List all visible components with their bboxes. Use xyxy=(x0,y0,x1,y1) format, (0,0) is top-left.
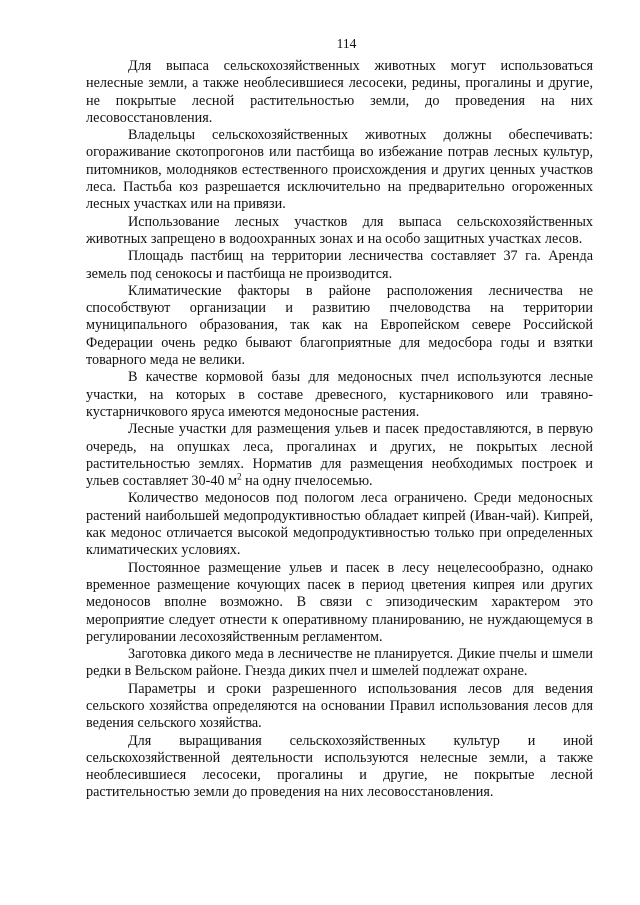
paragraph-agriculture-parameters: Параметры и сроки разрешенного использования лесов для ведения сельского хозяйства определяются на основании Правил использования лесов для ведения сельского хозяйства. xyxy=(86,680,593,732)
paragraph-grazing-prohibited: Использование лесных участков для выпаса сельскохозяйственных животных запрещено в водоохранных зонах и на особо защитных участках лесов. xyxy=(86,213,593,247)
paragraph-owner-obligations: Владельцы сельскохозяйственных животных должны обеспечивать: огораживание скотопрогонов или пастбища во избежание потрав лесных культур, питомников, молодняков естественного происхождения и других ценных участков леса. Пастьба коз разрешается исключительно на предварительно огороженных лесных участках или на привязи. xyxy=(86,127,593,213)
paragraph-honey-plants: Количество медоносов под пологом леса ограничено. Среди медоносных растений наибольшей медопродуктивностью обладает кипрей (Иван-чай). Кипрей, как медонос отличается высокой медопродуктивностью только при определенных климатических условиях. xyxy=(86,490,593,559)
square-meter-superscript: 2 xyxy=(237,471,242,482)
page-number: 114 xyxy=(336,36,357,51)
apiary-placement-text: Лесные участки для размещения ульев и пасек предоставляются, в первую очередь, на опушках леса, прогалинах и других, не покрытых лесной растительностью землях. Норматив для размещения необходимых построек и ульев составляет 30-40 м xyxy=(86,421,593,490)
paragraph-crop-cultivation: Для выращивания сельскохозяйственных культур и иной сельскохозяйственной деятельности используются нелесные земли, а также необлесившиеся лесосеки, прогалины и другие, не покрытые лесной растительностью земли до проведения на них лесовосстановления. xyxy=(86,732,593,801)
paragraph-climate-factors: Климатические факторы в районе расположения лесничества не способствуют организации и развитию пчеловодства на территории муниципального образования, так как на Европейском севере Российской Федерации очень редко бывают благоприятные для медосбора годы и взятки товарного меда не велики. xyxy=(86,282,593,369)
paragraph-wild-honey: Заготовка дикого меда в лесничестве не планируется. Дикие пчелы и шмели редки в Вельском районе. Гнезда диких пчел и шмелей подлежат охране. xyxy=(86,646,593,680)
paragraph-pasture-area: Площадь пастбищ на территории лесничества составляет 37 га. Аренда земель под сенокосы и пастбища не производится. xyxy=(86,248,593,282)
paragraph-grazing-lands: Для выпаса сельскохозяйственных животных могут использоваться нелесные земли, а также необлесившиеся лесосеки, редины, прогалины и другие, не покрытые лесной растительностью земли, до проведения на них лесовосстановления. xyxy=(86,58,593,126)
paragraph-apiary-placement xyxy=(86,421,593,490)
apiary-norm-suffix: на одну пчелосемью. xyxy=(241,473,373,490)
paragraph-temporary-apiaries: Постоянное размещение ульев и пасек в лесу нецелесообразно, однако временное размещение кочующих пасек в период цветения кипрея или других медоносов вполне возможно. В связи с эпизодическим характером это мероприятие следует отнести к оперативному планированию, не нуждающемуся в регулировании лесохозяйственным регламентом. xyxy=(86,559,593,645)
paragraph-forage-base: В качестве кормовой базы для медоносных пчел используются лесные участки, на которых в составе древесного, кустарникового или травяно-кустарничкового яруса имеются медоносные растения. xyxy=(86,369,593,420)
